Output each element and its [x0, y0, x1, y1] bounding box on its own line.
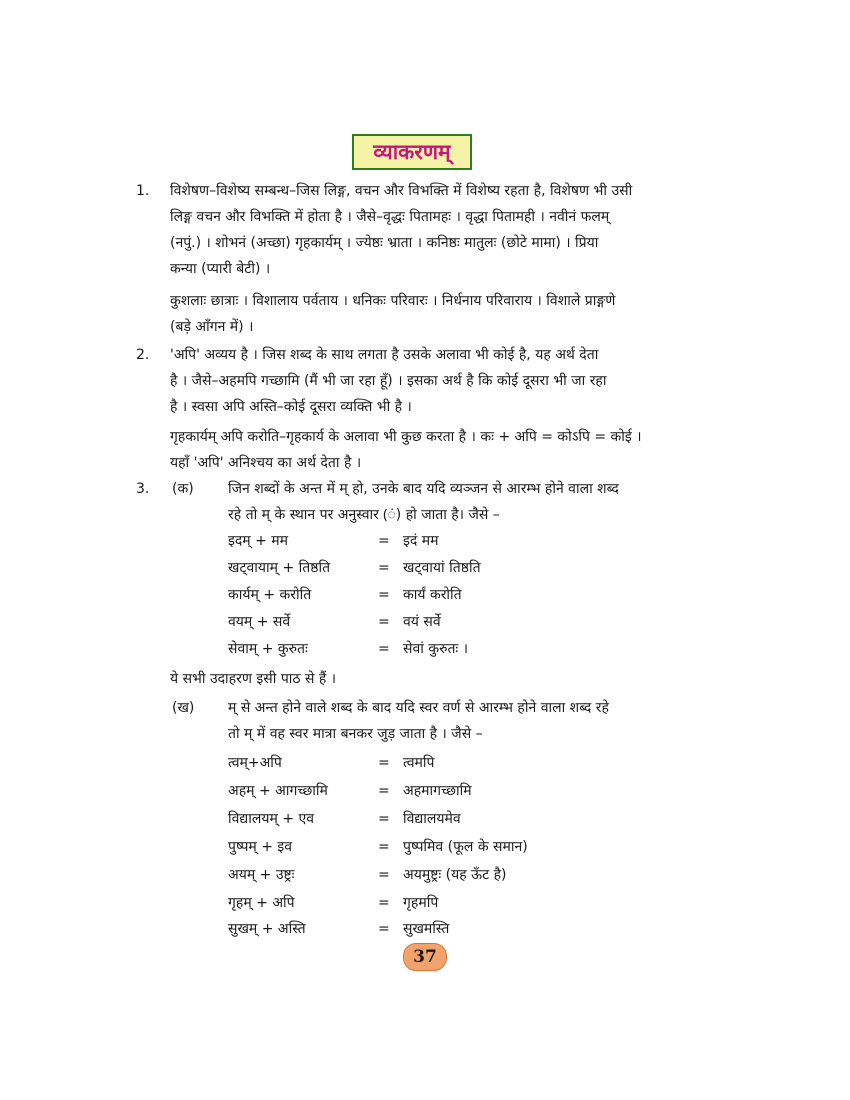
example-right: विद्यालयमेव [403, 811, 461, 827]
text-line: है । जैसे–अहमपि गच्छामि (मैं भी जा रहा हूँ) । इसका अर्थ है कि कोई दूसरा भी जा रहा [170, 373, 607, 389]
page-number-badge: 37 [403, 943, 447, 971]
example-left: अहम् + आगच्छामि [228, 783, 328, 799]
example-right: सेवां कुरुतः । [403, 641, 469, 657]
sub-label-ka: (क) [172, 481, 194, 497]
example-left: सेवाम् + कुरुतः [228, 641, 308, 657]
text-line: जिन शब्दों के अन्त में म् हो, उनके बाद यदि व्यञ्जन से आरम्भ होने वाला शब्द [228, 481, 619, 497]
equals-sign: = [378, 783, 390, 799]
example-right: खट्वायां तिष्ठति [403, 560, 481, 576]
example-left: सुखम् + अस्ति [228, 921, 306, 937]
example-left: विद्यालयम् + एव [228, 811, 314, 827]
example-left: पुष्पम् + इव [228, 839, 293, 855]
example-right: अहमागच्छामि [403, 783, 472, 799]
equals-sign: = [378, 533, 390, 549]
example-left: त्वम्+अपि [228, 755, 282, 771]
example-left: अयम् + उष्ट्रः [228, 867, 295, 883]
text-line: विशेषण–विशेष्य सम्बन्ध–जिस लिङ्ग, वचन और विभक्ति में विशेष्य रहता है, विशेषण भी उसी [170, 183, 633, 199]
text-line: 'अपि' अव्यय है । जिस शब्द के साथ लगता है उसके अलावा भी कोई है, यह अर्थ देता [170, 347, 599, 363]
equals-sign: = [378, 641, 390, 657]
example-left: वयम् + सर्वे [228, 614, 291, 630]
equals-sign: = [378, 867, 390, 883]
text-line: रहे तो म् के स्थान पर अनुस्वार (ं) हो जाता है। जैसे – [228, 507, 500, 523]
example-right: त्वमपि [403, 755, 435, 771]
equals-sign: = [378, 560, 390, 576]
note-text: ये सभी उदाहरण इसी पाठ से हैं । [170, 671, 337, 687]
example-right: कार्यं करोति [403, 587, 462, 603]
example-right: पुष्पमिव (फूल के समान) [403, 839, 528, 855]
example-left: कार्यम् + करोति [228, 587, 312, 603]
example-left: खट्वायाम् + तिष्ठति [228, 560, 331, 576]
example-right: इदं मम [403, 533, 439, 549]
text-line: कुशलाः छात्राः । विशालाय पर्वताय । धनिकः परिवारः । निर्धनाय परिवाराय । विशाले प्राङ्गणे [170, 293, 616, 309]
text-line: लिङ्ग वचन और विभक्ति में होता है । जैसे–वृद्धः पितामहः । वृद्धा पितामही । नवीनं फलम् [170, 209, 610, 225]
example-right: सुखमस्ति [403, 921, 450, 937]
text-line: तो म् में वह स्वर मात्रा बनकर जुड़ जाता है । जैसे – [228, 726, 483, 742]
example-left: इदम् + मम [228, 533, 289, 549]
equals-sign: = [378, 839, 390, 855]
page-title: व्याकरणम् [352, 134, 472, 170]
text-line: (नपुं.) । शोभनं (अच्छा) गृहकार्यम् । ज्येष्ठः भ्राता । कनिष्ठः मातुलः (छोटे मामा) । प्रिया [170, 235, 599, 251]
example-right: गृहमपि [403, 895, 439, 911]
equals-sign: = [378, 921, 390, 937]
equals-sign: = [378, 811, 390, 827]
equals-sign: = [378, 755, 390, 771]
text-line: गृहकार्यम् अपि करोति–गृहकार्य के अलावा भी कुछ करता है । कः + अपि = कोऽपि = कोई । [170, 429, 642, 445]
equals-sign: = [378, 587, 390, 603]
sub-label-kha: (ख) [172, 700, 195, 716]
text-line: (बड़े आँगन में) । [170, 319, 254, 335]
example-right: वयं सर्वे [403, 614, 441, 630]
example-right: अयमुष्ट्रः (यह ऊँट है) [403, 867, 507, 883]
text-line: है । स्वसा अपि अस्ति–कोई दूसरा व्यक्ति भी है । [170, 399, 412, 415]
example-left: गृहम् + अपि [228, 895, 295, 911]
section-number-3: 3. [136, 481, 150, 497]
text-line: यहाँ 'अपि' अनिश्चय का अर्थ देता है । [170, 455, 362, 471]
section-number-1: 1. [136, 183, 150, 199]
text-line: कन्या (प्यारी बेटी) । [170, 261, 271, 277]
equals-sign: = [378, 895, 390, 911]
section-number-2: 2. [136, 347, 150, 363]
equals-sign: = [378, 614, 390, 630]
text-line: म् से अन्त होने वाले शब्द के बाद यदि स्वर वर्ण से आरम्भ होने वाला शब्द रहे [228, 700, 609, 716]
